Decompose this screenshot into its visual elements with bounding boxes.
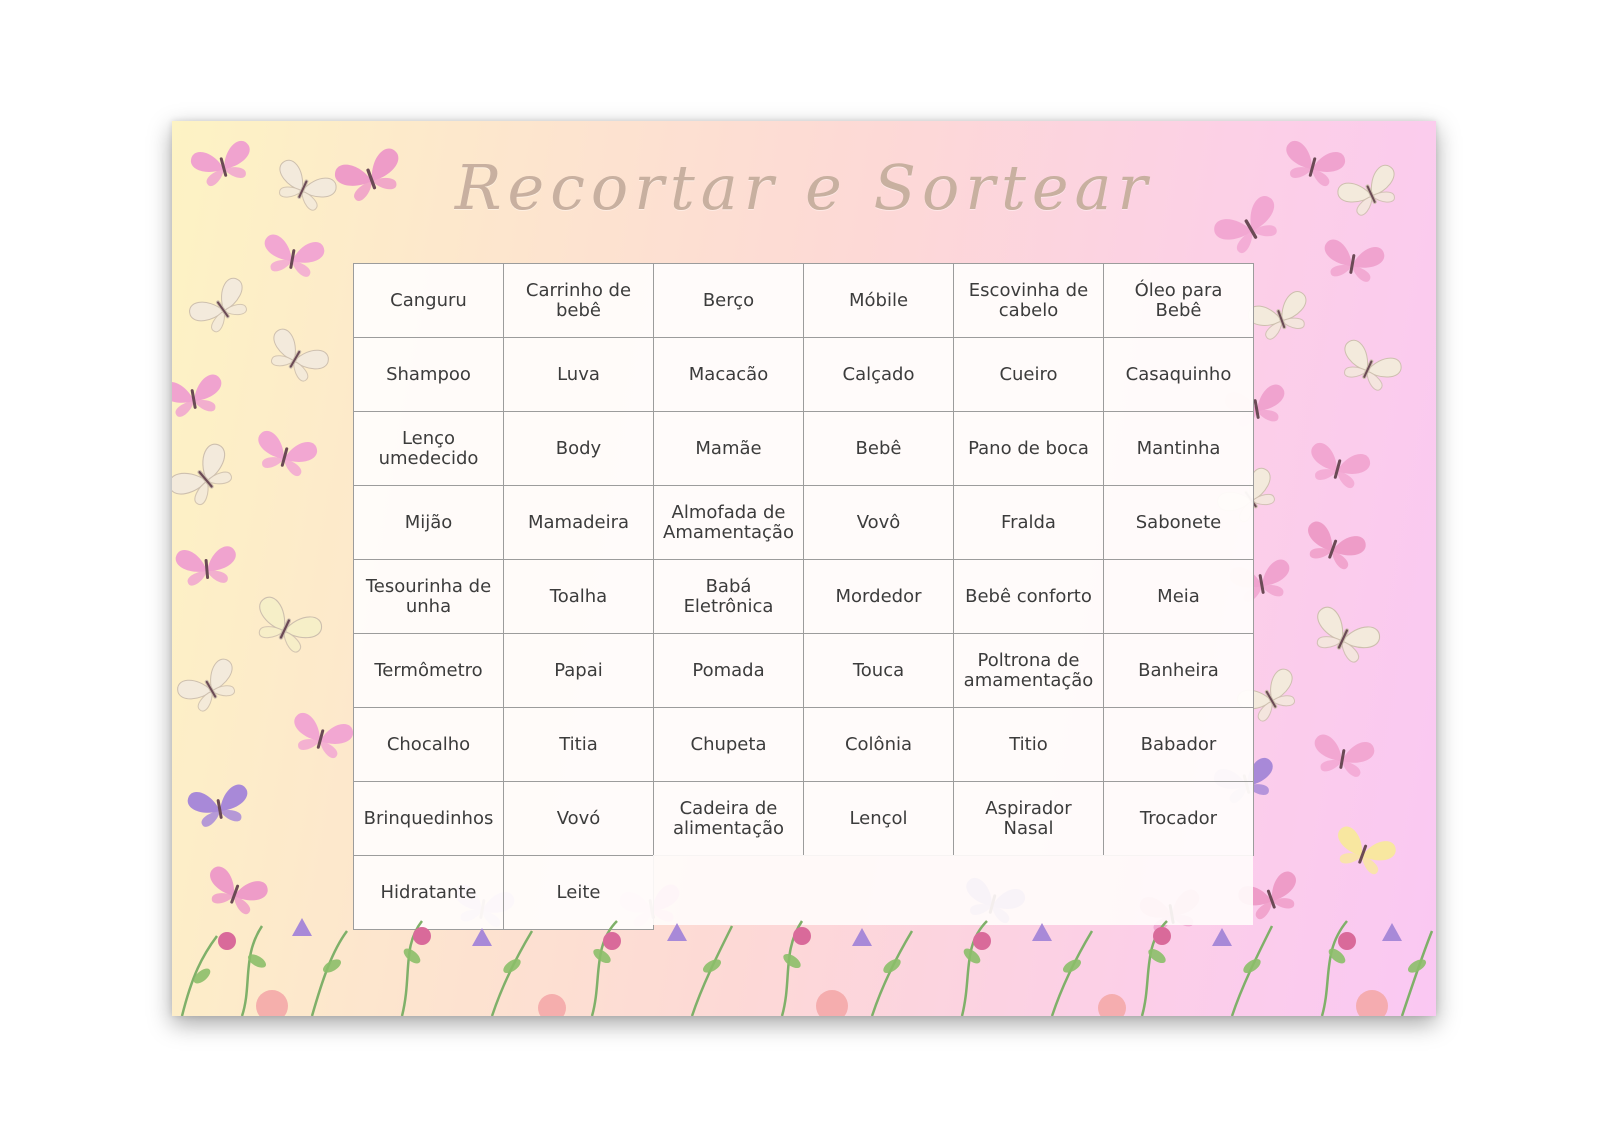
- grid-cell: Carrinho de bebê: [504, 264, 654, 338]
- grid-cell: Calçado: [804, 338, 954, 412]
- grid-cell: Mamadeira: [504, 486, 654, 560]
- butterfly-icon: [172, 440, 242, 513]
- butterfly-icon: [1329, 824, 1398, 879]
- grid-cell: Body: [504, 412, 654, 486]
- grid-cell: Pomada: [654, 634, 804, 708]
- grid-cell: Toalha: [504, 560, 654, 634]
- grid-cell: Banheira: [1104, 634, 1254, 708]
- grid-cell: Touca: [804, 634, 954, 708]
- grid-cell: Canguru: [354, 264, 504, 338]
- grid-cell: Babador: [1104, 708, 1254, 782]
- grid-cell: Chupeta: [654, 708, 804, 782]
- grid-cell: Cueiro: [954, 338, 1104, 412]
- grid-cell: Mamãe: [654, 412, 804, 486]
- grid-cell: Mordedor: [804, 560, 954, 634]
- butterfly-icon: [1320, 238, 1386, 284]
- grid-cell: Casaquinho: [1104, 338, 1254, 412]
- butterfly-icon: [251, 429, 319, 480]
- butterfly-icon: [172, 373, 226, 419]
- grid-cell: Hidratante: [354, 856, 504, 930]
- butterfly-icon: [261, 326, 331, 388]
- grid-cell: Aspirador Nasal: [954, 782, 1104, 856]
- butterfly-icon: [287, 711, 355, 762]
- grid-cell: Pano de boca: [954, 412, 1104, 486]
- grid-cell: Luva: [504, 338, 654, 412]
- grid-cell: Meia: [1104, 560, 1254, 634]
- grid-cell: Babá Eletrônica: [654, 560, 804, 634]
- grid-cell: Móbile: [804, 264, 954, 338]
- page-title: Recortar e Sortear: [454, 151, 1154, 224]
- grid-cell: Escovinha de cabelo: [954, 264, 1104, 338]
- grid-cell: Vovó: [504, 782, 654, 856]
- butterfly-icon: [175, 545, 238, 586]
- butterfly-icon: [1304, 441, 1372, 492]
- grid-cell: Macacão: [654, 338, 804, 412]
- butterfly-icon: [260, 233, 326, 279]
- grid-cell: Leite: [504, 856, 654, 930]
- grid-cell: Titio: [954, 708, 1104, 782]
- grid-cell: Almofada de Amamentação: [654, 486, 804, 560]
- grid-cell: Tesourinha de unha: [354, 560, 504, 634]
- grid-cell: Termômetro: [354, 634, 504, 708]
- grid-cell: Fralda: [954, 486, 1104, 560]
- grid-cell: Óleo para Bebê: [1104, 264, 1254, 338]
- grid-cell: Brinquedinhos: [354, 782, 504, 856]
- grid-cell: Chocalho: [354, 708, 504, 782]
- grid-cell: Sabonete: [1104, 486, 1254, 560]
- butterfly-icon: [186, 275, 256, 339]
- grid-cell: Mantinha: [1104, 412, 1254, 486]
- floral-border-icon: [172, 906, 1436, 1016]
- grid-cell: Berço: [654, 264, 804, 338]
- butterfly-icon: [248, 594, 325, 658]
- grid-cell: Bebê: [804, 412, 954, 486]
- grid-cell: Titia: [504, 708, 654, 782]
- grid-cell: Poltrona de amamentação: [954, 634, 1104, 708]
- grid-cell: Mijão: [354, 486, 504, 560]
- grid-cell: Lençol: [804, 782, 954, 856]
- grid-cell: Papai: [504, 634, 654, 708]
- butterfly-icon: [1310, 733, 1376, 779]
- grid-cell: Colônia: [804, 708, 954, 782]
- grid-cell: Lenço umedecido: [354, 412, 504, 486]
- grid-cell: Shampoo: [354, 338, 504, 412]
- grid-cell: Bebê conforto: [954, 560, 1104, 634]
- grid-cell: Trocador: [1104, 782, 1254, 856]
- butterfly-icon: [1334, 337, 1404, 395]
- butterfly-icon: [1299, 519, 1368, 574]
- butterfly-icon: [174, 656, 244, 718]
- butterfly-icon: [186, 783, 252, 829]
- butterfly-icon: [1306, 604, 1383, 668]
- butterfly-icon: [1246, 289, 1315, 344]
- bingo-card: [172, 121, 1436, 1016]
- grid-cell: Vovô: [804, 486, 954, 560]
- grid-cell: Cadeira de alimentação: [654, 782, 804, 856]
- word-grid: [353, 263, 1254, 930]
